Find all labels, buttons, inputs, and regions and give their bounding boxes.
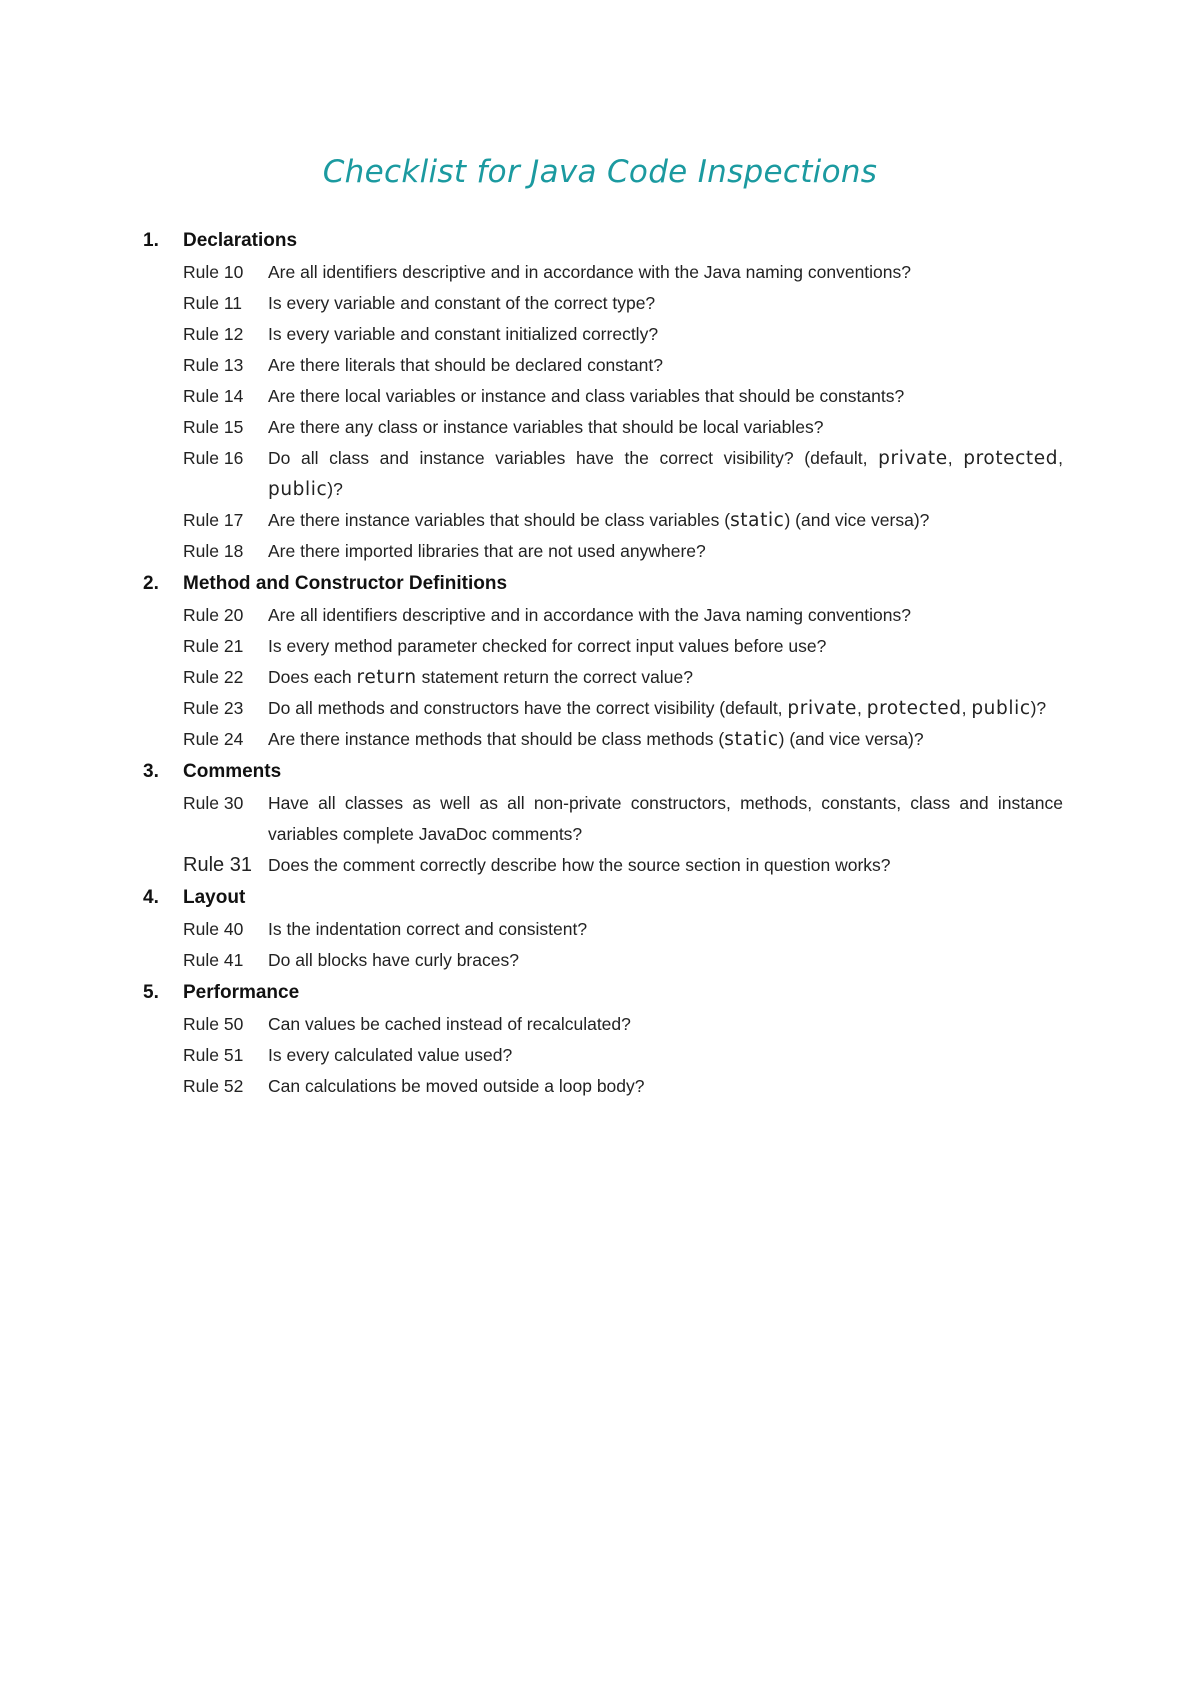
rule-id: Rule 40 — [183, 919, 244, 939]
rule-row — [183, 850, 1063, 881]
rule-id: Rule 16 — [183, 448, 244, 468]
code-keyword: protected — [866, 698, 962, 719]
rule-text: Have all classes as well as all non-private constructors, methods, constants, class and instance variables complete JavaDoc comments? — [268, 793, 1063, 844]
section-heading — [143, 976, 1063, 1009]
page-title: Checklist for Java Code Inspections — [322, 154, 878, 190]
rule-id: Rule 17 — [183, 510, 244, 530]
section-number: 4. — [143, 887, 159, 908]
rule-text: Do all methods and constructors have the correct visibility (default, private, protected, public)? — [268, 698, 1047, 719]
rule-text: Are there imported libraries that are not used anywhere? — [268, 541, 706, 561]
rule-row — [183, 788, 1063, 850]
rule-id: Rule 30 — [183, 793, 244, 813]
rule-id: Rule 11 — [183, 293, 243, 313]
rule-id: Rule 50 — [183, 1014, 244, 1034]
rule-row — [183, 631, 1063, 662]
code-keyword: private — [878, 448, 948, 469]
section-heading — [143, 224, 1063, 257]
rule-id: Rule 51 — [183, 1045, 244, 1065]
rule-text: Are there any class or instance variables that should be local variables? — [268, 417, 824, 437]
rule-id: Rule 23 — [183, 698, 244, 718]
section-heading — [143, 755, 1063, 788]
rule-text: Is the indentation correct and consistent? — [268, 919, 588, 939]
section-number: 3. — [143, 761, 159, 782]
code-keyword: static — [724, 729, 779, 750]
rule-row — [183, 505, 1063, 536]
section-title: Method and Constructor Definitions — [183, 573, 508, 594]
section-title: Layout — [183, 887, 246, 908]
rule-row — [183, 693, 1063, 724]
rule-row — [183, 945, 1063, 976]
code-keyword: public — [268, 479, 328, 500]
rule-text: Are there instance methods that should be class methods (static) (and vice versa)? — [268, 729, 924, 750]
rule-row — [183, 319, 1063, 350]
rule-id: Rule 10 — [183, 262, 244, 282]
rule-text: Is every method parameter checked for correct input values before use? — [268, 636, 827, 656]
rule-id: Rule 41 — [183, 950, 244, 970]
rule-id: Rule 21 — [183, 636, 244, 656]
rule-text: Are there instance variables that should be class variables (static) (and vice versa)? — [268, 510, 930, 531]
rule-text: Are all identifiers descriptive and in accordance with the Java naming conventions? — [268, 262, 911, 282]
rule-text: Does the comment correctly describe how the source section in question works? — [268, 855, 891, 875]
rule-text: Does each return statement return the correct value? — [268, 667, 693, 688]
section-title: Declarations — [183, 230, 298, 251]
rule-text: Do all class and instance variables have the correct visibility? (default, private, protected, public)? — [268, 448, 1063, 500]
section-number: 1. — [143, 230, 159, 251]
rule-id: Rule 24 — [183, 729, 244, 749]
rule-row — [183, 914, 1063, 945]
section-heading — [143, 881, 1063, 914]
code-keyword: public — [971, 698, 1031, 719]
rule-row — [183, 1071, 1063, 1102]
rule-row — [183, 600, 1063, 631]
rule-text: Are all identifiers descriptive and in accordance with the Java naming conventions? — [268, 605, 911, 625]
rule-row — [183, 724, 1063, 755]
section-title: Performance — [183, 982, 300, 1003]
rule-id: Rule 13 — [183, 355, 244, 375]
rule-row — [183, 536, 1063, 567]
rule-row — [183, 1040, 1063, 1071]
section-heading — [143, 567, 1063, 600]
rule-row — [183, 257, 1063, 288]
rule-text: Can calculations be moved outside a loop body? — [268, 1076, 645, 1096]
rule-text: Are there local variables or instance and class variables that should be constants? — [268, 386, 905, 406]
rule-row — [183, 443, 1063, 505]
section-title: Comments — [183, 761, 282, 782]
rule-row — [183, 288, 1063, 319]
rule-text: Do all blocks have curly braces? — [268, 950, 519, 970]
rule-id: Rule 14 — [183, 386, 244, 406]
rule-id: Rule 12 — [183, 324, 244, 344]
rule-id: Rule 31 — [183, 854, 252, 876]
section-number: 2. — [143, 573, 159, 594]
rule-row — [183, 381, 1063, 412]
rule-id: Rule 22 — [183, 667, 244, 687]
rule-id: Rule 52 — [183, 1076, 244, 1096]
rule-id: Rule 18 — [183, 541, 244, 561]
rule-text: Is every calculated value used? — [268, 1045, 513, 1065]
rule-row — [183, 350, 1063, 381]
rule-text: Is every variable and constant initialized correctly? — [268, 324, 659, 344]
rule-id: Rule 15 — [183, 417, 244, 437]
code-keyword: private — [787, 698, 858, 719]
code-keyword: static — [730, 510, 785, 531]
section-number: 5. — [143, 982, 159, 1003]
rule-row — [183, 412, 1063, 443]
checklist — [143, 224, 1063, 1102]
rule-row — [183, 662, 1063, 693]
rule-text: Is every variable and constant of the correct type? — [268, 293, 656, 313]
rule-row — [183, 1009, 1063, 1040]
rule-text: Can values be cached instead of recalculated? — [268, 1014, 631, 1034]
rule-text: Are there literals that should be declared constant? — [268, 355, 663, 375]
code-keyword: protected — [963, 448, 1059, 469]
rule-id: Rule 20 — [183, 605, 244, 625]
code-keyword: return — [356, 667, 417, 688]
